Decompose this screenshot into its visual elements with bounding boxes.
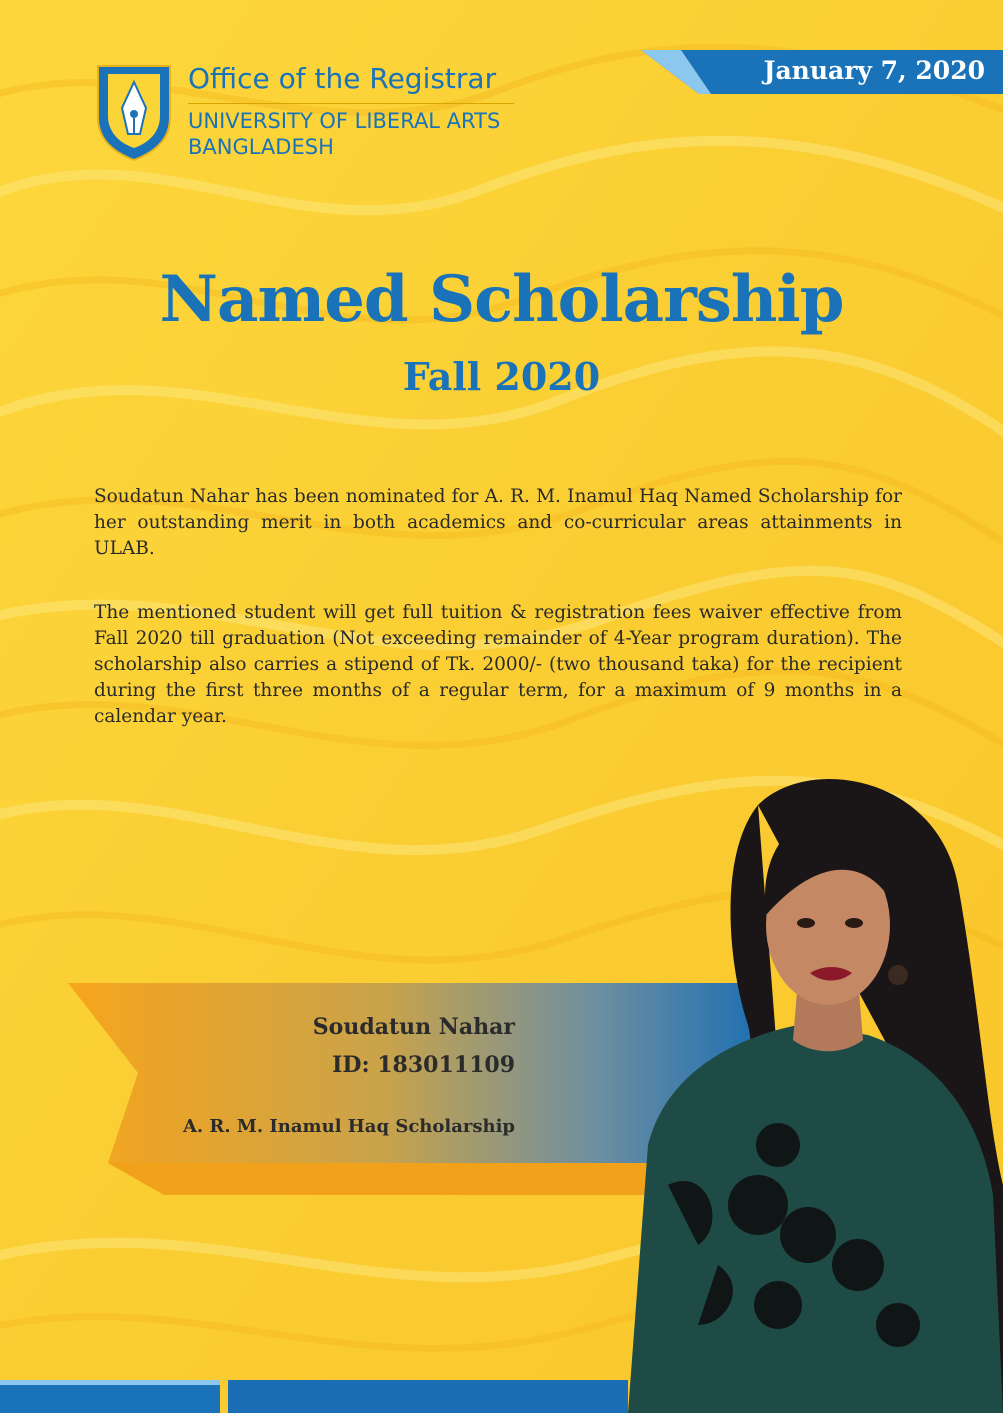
header-divider xyxy=(188,103,514,104)
issue-date: January 7, 2020 xyxy=(763,56,985,85)
page-title: Named Scholarship xyxy=(159,262,844,337)
recipient-id: ID: 183011109 xyxy=(332,1052,515,1078)
ulab-crest-logo xyxy=(92,62,176,162)
footer-bar-right xyxy=(228,1380,628,1413)
university-name-line2: BANGLADESH xyxy=(188,135,334,159)
scholarship-name: A. R. M. Inamul Haq Scholarship xyxy=(182,1116,515,1137)
page-subtitle: Fall 2020 xyxy=(402,354,601,399)
office-of-registrar: Office of the Registrar xyxy=(188,62,497,95)
footer-bar-left-highlight xyxy=(0,1380,220,1385)
date-banner xyxy=(641,50,1003,100)
recipient-photo xyxy=(608,765,1003,1413)
recipient-name: Soudatun Nahar xyxy=(312,1014,515,1040)
university-name-line1: UNIVERSITY OF LIBERAL ARTS xyxy=(188,109,501,133)
waiver-paragraph: The mentioned student will get full tuition & registration fees waiver effective from Fall 2020 till graduation (Not exceeding remainder of 4-Year program duration). The scholarship also carries a stipend of Tk. 2000/- (two thousand taka) for the recipient during the first three months of a regular term, for a maximum of 9 months in a calendar year. xyxy=(94,602,902,727)
nomination-paragraph: Soudatun Nahar has been nominated for A. R. M. Inamul Haq Named Scholarship for her outstanding merit in both academics and co-curricular areas attainments in ULAB. xyxy=(94,486,902,559)
